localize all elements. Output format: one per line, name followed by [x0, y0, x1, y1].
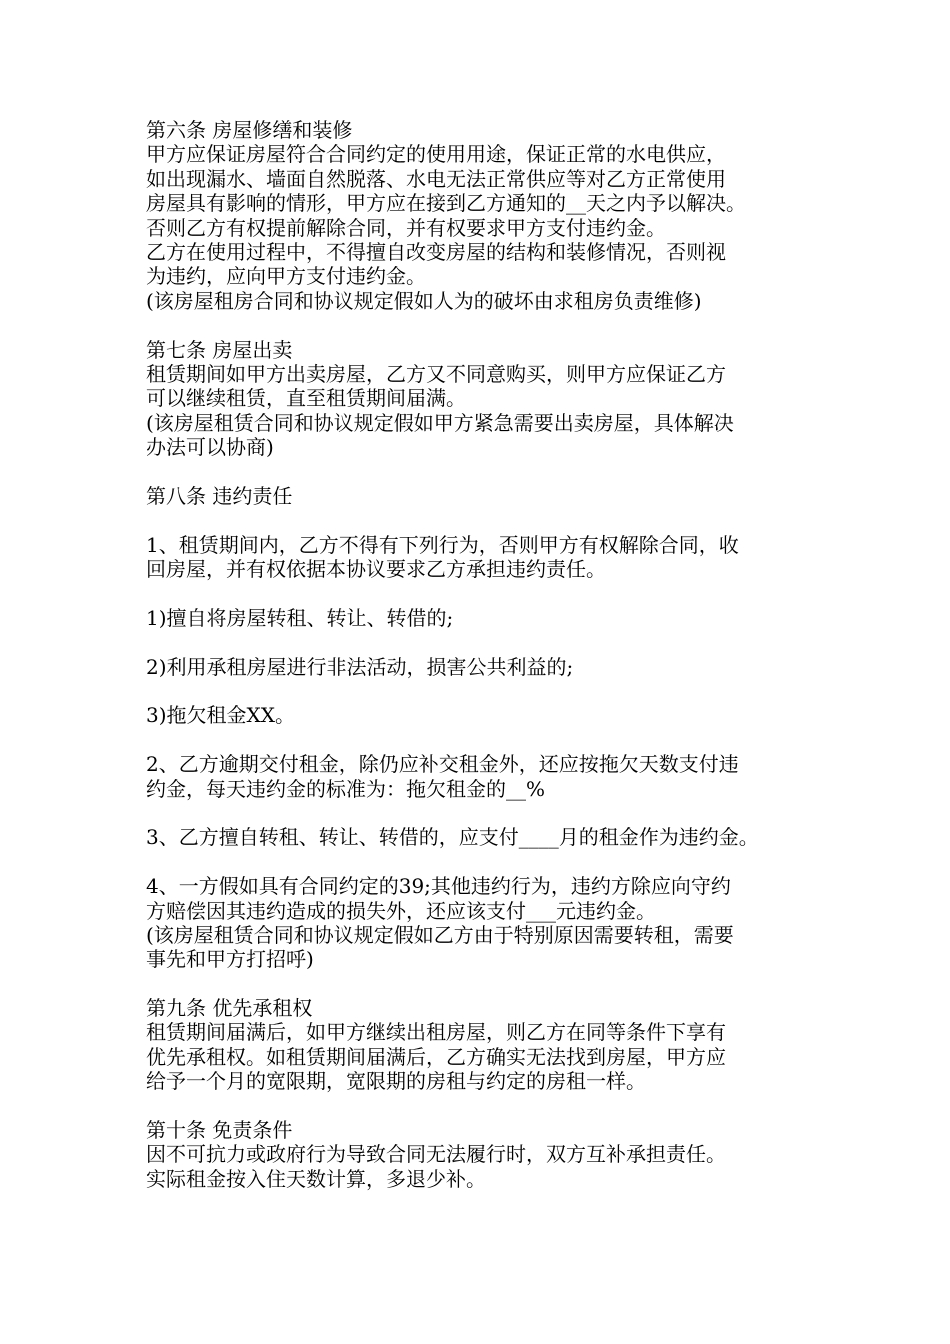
blank-line	[146, 508, 836, 532]
section-heading: 第十条 免责条件	[146, 1118, 293, 1143]
text-line: 为违约，应向甲方支付违约金。	[146, 264, 426, 289]
text-line: 2、乙方逾期交付租金，除仍应补交租金外，还应按拖欠天数支付违	[146, 752, 739, 777]
text-line: 约金，每天违约金的标准为：拖欠租金的__%	[146, 776, 546, 801]
blank-line	[146, 1094, 836, 1118]
document-page	[146, 118, 836, 1191]
blank-line	[146, 972, 836, 996]
text-line: (该房屋租赁合同和协议规定假如乙方由于特别原因需要转租，需要	[146, 922, 734, 947]
text-line: 优先承租权。如租赁期间届满后，乙方确实无法找到房屋，甲方应	[146, 1044, 726, 1069]
text-line: 4、一方假如具有合同约定的39;其他违约行为，违约方除应向守约	[146, 874, 731, 899]
text-line: 1)擅自将房屋转租、转让、转借的;	[146, 605, 454, 630]
section-heading: 第六条 房屋修缮和装修	[146, 118, 353, 142]
blank-line	[146, 801, 836, 825]
text-line: 给予一个月的宽限期，宽限期的房租与约定的房租一样。	[146, 1069, 646, 1094]
text-line: 房屋具有影响的情形，甲方应在接到乙方通知的__天之内予以解决。	[146, 191, 746, 216]
text-line: (该房屋租房合同和协议规定假如人为的破坏由求租房负责维修)	[146, 288, 702, 313]
text-line: 3、乙方擅自转租、转让、转借的，应支付____月的租金作为违约金。	[146, 825, 759, 850]
text-line: (该房屋租赁合同和协议规定假如甲方紧急需要出卖房屋，具体解决	[146, 410, 734, 435]
blank-line	[146, 459, 836, 483]
text-line: 乙方在使用过程中，不得擅自改变房屋的结构和装修情况，否则视	[146, 239, 726, 264]
text-line: 办法可以协商)	[146, 435, 274, 460]
text-line: 甲方应保证房屋符合合同约定的使用用途，保证正常的水电供应，	[146, 142, 726, 167]
section-heading: 第九条 优先承租权	[146, 996, 313, 1021]
section-heading: 第八条 违约责任	[146, 483, 293, 508]
text-line: 3)拖欠租金XX。	[146, 703, 296, 728]
text-line: 1、租赁期间内，乙方不得有下列行为，否则甲方有权解除合同，收	[146, 532, 739, 557]
blank-line	[146, 630, 836, 654]
blank-line	[146, 581, 836, 605]
text-line: 可以继续租赁，直至租赁期间届满。	[146, 386, 466, 411]
text-line: 回房屋，并有权依据本协议要求乙方承担违约责任。	[146, 557, 606, 582]
blank-line	[146, 850, 836, 874]
text-line: 否则乙方有权提前解除合同，并有权要求甲方支付违约金。	[146, 215, 666, 240]
text-line: 实际租金按入住天数计算，多退少补。	[146, 1166, 486, 1191]
text-line: 如出现漏水、墙面自然脱落、水电无法正常供应等对乙方正常使用	[146, 166, 726, 191]
blank-line	[146, 313, 836, 337]
blank-line	[146, 728, 836, 752]
text-line: 租赁期间届满后，如甲方继续出租房屋，则乙方在同等条件下享有	[146, 1020, 726, 1045]
text-line: 事先和甲方打招呼)	[146, 947, 314, 972]
section-heading: 第七条 房屋出卖	[146, 337, 293, 362]
text-line: 2)利用承租房屋进行非法活动，损害公共利益的;	[146, 654, 574, 679]
text-line: 因不可抗力或政府行为导致合同无法履行时，双方互补承担责任。	[146, 1142, 726, 1167]
text-line: 方赔偿因其违约造成的损失外，还应该支付___元违约金。	[146, 898, 656, 923]
blank-line	[146, 679, 836, 703]
text-line: 租赁期间如甲方出卖房屋，乙方又不同意购买，则甲方应保证乙方	[146, 361, 726, 386]
